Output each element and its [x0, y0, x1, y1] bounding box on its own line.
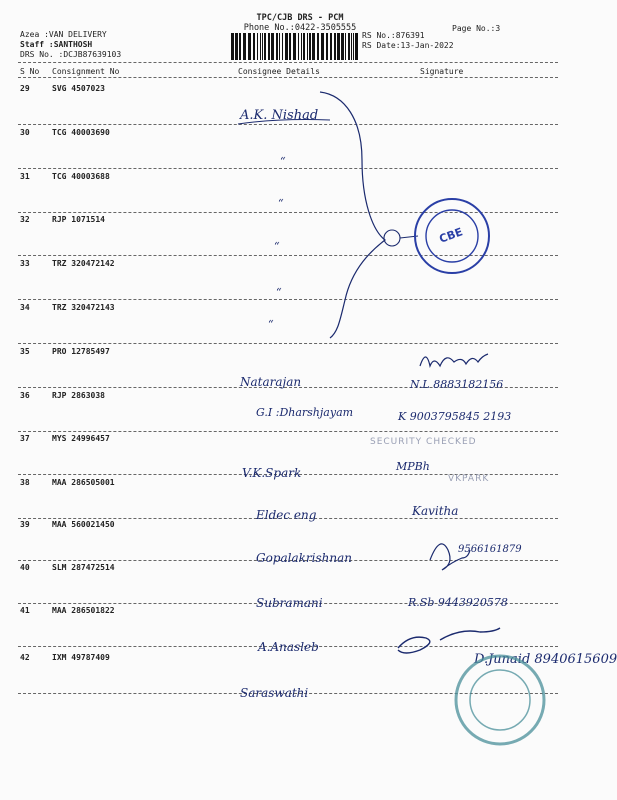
row-consignment-no: RJP 2863038 [52, 391, 105, 400]
row-consignment-no: SVG 4507023 [52, 84, 105, 93]
row-consignment-no: PRO 12785497 [52, 347, 110, 356]
row-consignment-no: SLM 287472514 [52, 563, 115, 572]
row-consignee-handwritten: A.K. Nishad [240, 108, 319, 123]
ditto-bracket-line [320, 92, 385, 338]
document-title: TPC/CJB DRS - PCM [256, 13, 344, 23]
row-signature-handwritten: MPBh [396, 460, 430, 473]
row-consignment-no: TCG 40003688 [52, 172, 110, 181]
page-number: Page No.:3 [452, 24, 501, 33]
row-consignment-no: TCG 40003690 [52, 128, 110, 137]
row-consignment-no: MAA 286505001 [52, 478, 115, 487]
round-stamp-text: CBE [437, 225, 465, 246]
row-sno: 34 [20, 303, 30, 312]
security-stamp-text: SECURITY CHECKED [370, 437, 477, 447]
row-consignment-no: MAA 286501822 [52, 606, 115, 615]
phone-number: Phone No.:0422-3505555 [243, 23, 357, 33]
bracket-loop [384, 230, 400, 246]
row-consignee-handwritten: “ [280, 155, 286, 168]
rs-date: RS Date:13-Jan-2022 [362, 41, 454, 50]
column-header-signature: Signature [420, 67, 464, 76]
staff-label: Staff :SANTHOSH [20, 40, 93, 49]
row-consignee-handwritten: Eldec eng [256, 508, 317, 522]
row-sno: 40 [20, 563, 30, 572]
signature-scribble-35 [420, 354, 488, 366]
row-sno: 35 [20, 347, 30, 356]
row-consignee-handwritten: A.Anasleb [258, 640, 319, 654]
column-header-consignment: Consignment No [52, 67, 120, 76]
row-consignee-handwritten: “ [276, 286, 282, 299]
row-consignment-no: TRZ 320472142 [52, 259, 115, 268]
row-sno: 39 [20, 520, 30, 529]
row-consignee-handwritten: G.I :Dharshjayam [256, 406, 354, 419]
row-consignment-no: MAA 560021450 [52, 520, 115, 529]
row-sno: 33 [20, 259, 30, 268]
row-consignee-handwritten: “ [268, 318, 274, 331]
column-header-sno: S No [20, 67, 40, 76]
row-sno: 41 [20, 606, 30, 615]
row-consignment-no: TRZ 320472143 [52, 303, 115, 312]
row-sno: 37 [20, 434, 30, 443]
drs-number: DRS No. :DCJB87639103 [20, 50, 122, 59]
row-signature-handwritten: R.Sb 9443920578 [408, 596, 508, 609]
row-sno: 38 [20, 478, 30, 487]
row-sno: 31 [20, 172, 30, 181]
row-consignee-handwritten: “ [274, 240, 280, 253]
row-consignment-no: RJP 1071514 [52, 215, 105, 224]
row-consignee-handwritten: Natarajan [240, 375, 302, 389]
row-consignee-handwritten: V.K.Spark [242, 466, 302, 480]
row-sno: 30 [20, 128, 30, 137]
row-signature-handwritten: Kavitha [412, 504, 459, 518]
row-signature-handwritten: N.L 8883182156 [410, 378, 504, 391]
row-consignee-handwritten: Saraswathi [240, 686, 309, 700]
green-round-stamp [456, 656, 544, 744]
vkpark-stamp-text: VKPARK [448, 474, 490, 484]
row-consignee-handwritten: Subramani [256, 596, 323, 610]
row-consignee-handwritten: Gopalakrishnan [256, 551, 352, 565]
row-signature-handwritten: K 9003795845 2193 [398, 410, 512, 423]
row-sno: 42 [20, 653, 30, 662]
row-consignee-handwritten: “ [278, 197, 284, 210]
row-sno: 29 [20, 84, 30, 93]
signature-scribble-40 [430, 544, 470, 570]
row-consignment-no: IXM 49787409 [52, 653, 110, 662]
row-consignment-no: MYS 24996457 [52, 434, 110, 443]
row-signature-handwritten: D.Junaid 8940615609 [474, 652, 617, 667]
column-header-consignee: Consignee Details [238, 67, 320, 76]
area-label: Azea :VAN DELIVERY [20, 30, 107, 39]
rs-number: RS No.:876391 [362, 31, 425, 40]
row-signature-handwritten: 9566161879 [458, 544, 522, 555]
row-sno: 32 [20, 215, 30, 224]
row-sno: 36 [20, 391, 30, 400]
signature-scribble-42 [398, 628, 500, 653]
